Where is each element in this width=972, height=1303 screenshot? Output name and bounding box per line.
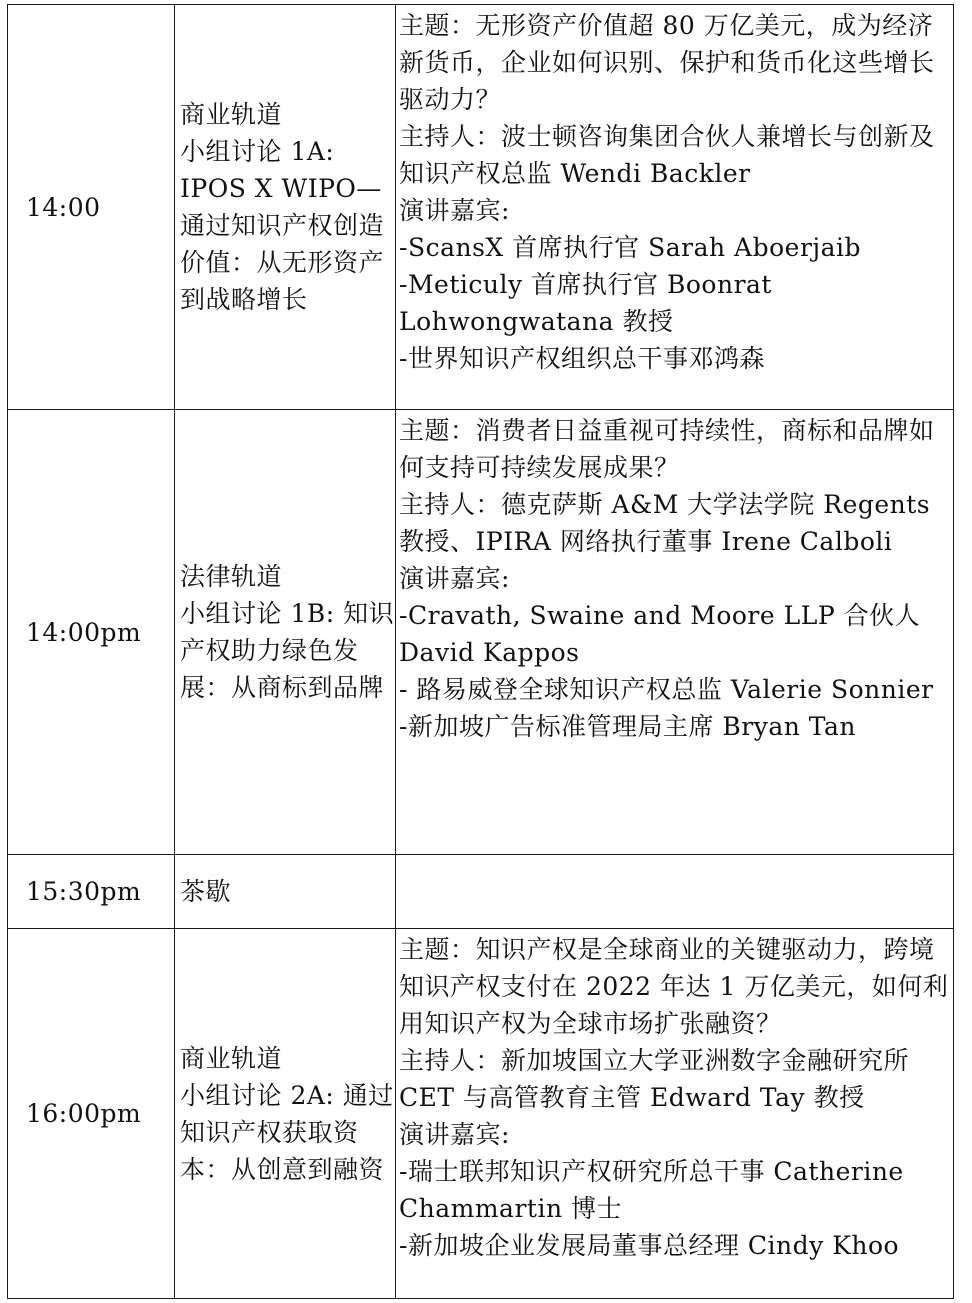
details-cell [396,929,954,1299]
moderator-text: 主持人：波士顿咨询集团合伙人兼增长与创新及知识产权总监 Wendi Backler [399,122,935,188]
track-label: 商业轨道 [180,1043,283,1073]
session-title: 小组讨论 1B: 知识产权助力绿色发展：从商标到品牌 [180,599,395,702]
table-row [8,410,954,855]
topic-text: 主题：知识产权是全球商业的关键驱动力，跨境知识产权支付在 2022 年达 1 万亿美元，如何利用知识产权为全球市场扩张融资？ [399,935,949,1038]
time-cell: 14:00pm [8,410,175,855]
session-cell [175,5,396,410]
schedule-table [7,4,954,1299]
speakers-label: 演讲嘉宾: [399,564,510,593]
details-cell [396,855,954,929]
session-cell [175,929,396,1299]
track-label: 法律轨道 [180,562,283,591]
session-title: 小组讨论 1A: IPOS X WIPO—通过知识产权创造价值：从无形资产到战略增长 [180,137,385,314]
speakers-label: 演讲嘉宾: [399,196,510,225]
topic-text: 主题：无形资产价值超 80 万亿美元，成为经济新货币，企业如何识别、保护和货币化这些增长驱动力？ [399,11,935,114]
table-row [8,929,954,1299]
speaker-item: -瑞士联邦知识产权研究所总干事 Catherine Chammartin 博士 [399,1157,904,1223]
speaker-item: -新加坡企业发展局董事总经理 Cindy Khoo [399,1231,900,1260]
speaker-item: -ScansX 首席执行官 Sarah Aboerjaib [399,233,862,262]
speakers-label: 演讲嘉宾: [399,1120,510,1149]
session-cell [175,410,396,855]
session-cell [175,855,396,929]
time-cell: 16:00pm [8,929,175,1299]
track-label: 茶歇 [180,877,232,906]
speaker-item: -新加坡广告标准管理局主席 Bryan Tan [399,712,857,741]
session-title: 小组讨论 2A: 通过知识产权获取资本：从创意到融资 [180,1080,394,1184]
speaker-item: - 路易威登全球知识产权总监 Valerie Sonnier [399,675,934,704]
details-cell [396,410,954,855]
details-cell [396,5,954,410]
topic-text: 主题：消费者日益重视可持续性，商标和品牌如何支持可持续发展成果？ [399,416,935,482]
moderator-text: 主持人：德克萨斯 A&M 大学法学院 Regents 教授、IPIRA 网络执行董事 Irene Calboli [399,490,931,556]
time-cell: 15:30pm [8,855,175,929]
speaker-item: -世界知识产权组织总干事邓鸿森 [399,344,765,373]
moderator-text: 主持人：新加坡国立大学亚洲数字金融研究所 CET 与高管教育主管 Edward Tay 教授 [399,1046,910,1112]
table-row [8,5,954,410]
time-cell: 14:00 [8,5,175,410]
speaker-item: -Cravath, Swaine and Moore LLP 合伙人 David Kappos [399,601,921,667]
track-label: 商业轨道 [180,100,283,129]
table-row [8,855,954,929]
speaker-item: -Meticuly 首席执行官 Boonrat Lohwongwatana 教授 [399,270,772,336]
